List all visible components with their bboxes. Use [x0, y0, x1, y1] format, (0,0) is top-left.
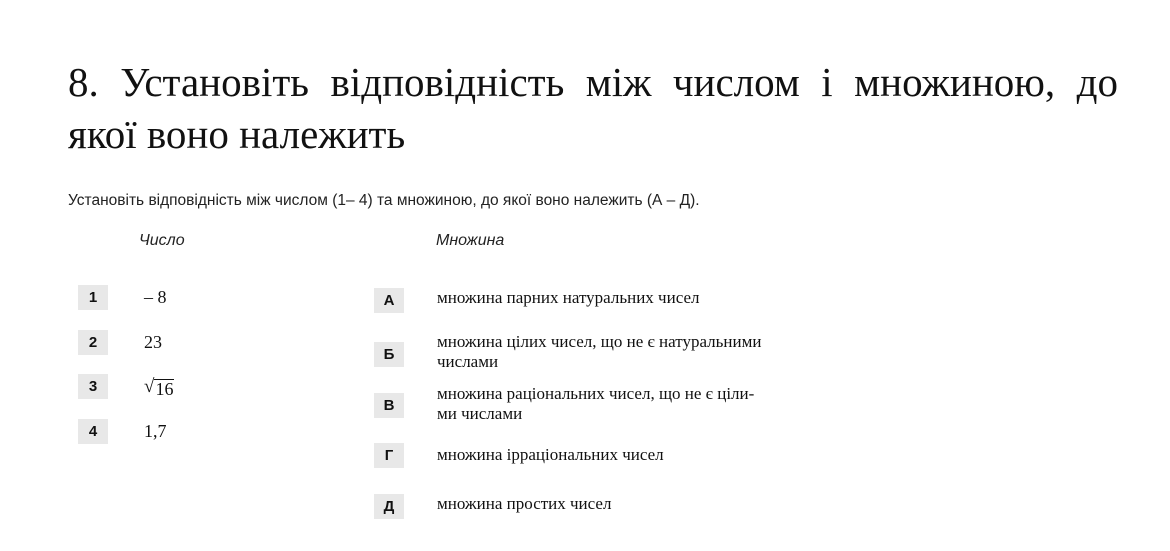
set-text-line: ми числами [437, 404, 523, 423]
number-value: – 8 [144, 287, 167, 307]
set-text: множина парних натуральних чисел [437, 288, 700, 307]
set-text-line: числами [437, 352, 499, 371]
set-badge: Б [374, 342, 404, 367]
set-text-line: множина раціональних чисел, що не є ціли- [437, 384, 755, 403]
set-badge: В [374, 393, 404, 418]
set-text: множина ірраціональних чисел [437, 445, 664, 464]
number-badge: 3 [78, 374, 108, 399]
number-value: 1,7 [144, 421, 167, 441]
set-text: множина простих чисел [437, 494, 612, 513]
set-text [437, 384, 887, 424]
number-value [144, 376, 174, 398]
instruction-text: Установіть відповідність між числом (1– 4) та множиною, до якої воно належить (А – Д). [68, 192, 700, 209]
set-badge: А [374, 288, 404, 313]
set-text-line: множина цілих чисел, що не є натуральними [437, 332, 762, 351]
number-badge: 4 [78, 419, 108, 444]
column-header-number: Число [139, 232, 185, 249]
radicand: 16 [155, 379, 174, 399]
number-badge: 2 [78, 330, 108, 355]
number-value: 23 [144, 332, 162, 352]
set-badge: Д [374, 494, 404, 519]
set-badge: Г [374, 443, 404, 468]
number-badge: 1 [78, 285, 108, 310]
sqrt-symbol: √ [144, 376, 155, 397]
set-text [437, 332, 887, 372]
column-header-set: Множина [436, 232, 505, 249]
question-title: 8. Установіть відповідність між числом і множиною, до якої воно належить [68, 59, 1118, 157]
